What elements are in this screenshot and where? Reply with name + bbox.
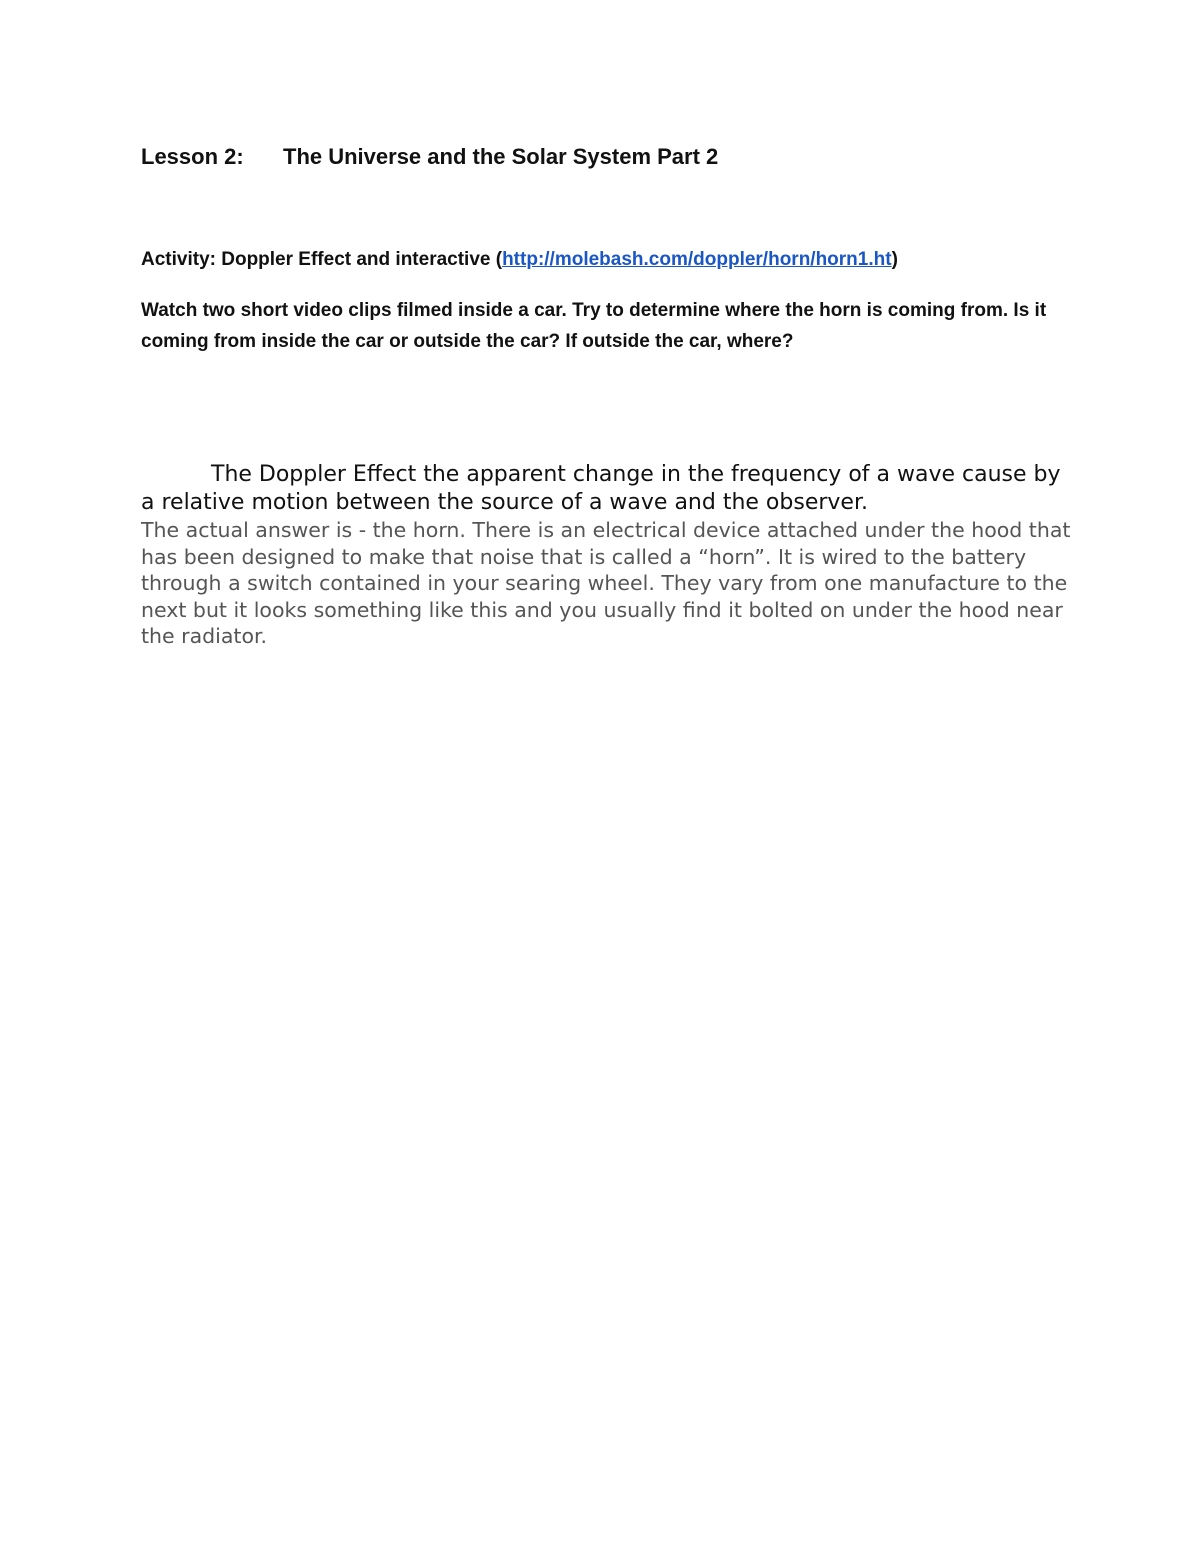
activity-suffix: ) [891,249,898,270]
instructions-paragraph: Watch two short video clips filmed inside a car. Try to determine where the horn is coming from. Is it coming from inside the car or outside the car? If outside the car, where? [141,300,1047,352]
definition-end: . [860,490,868,515]
activity-line [141,249,898,271]
lesson-heading [141,144,718,170]
definition-text: The Doppler Effect the apparent change in the frequency of a wave cause by a relative motion between the source of a wave and the observer [141,462,1061,515]
answer-paragraph: The actual answer is - the horn. There is an electrical device attached under the hood that has been designed to make that noise that is called a “horn”. It is wired to the battery through a switch contained in your searing wheel. They vary from one manufacture to the next but it looks something like this and you usually find it bolted on under the hood near the radiator. [141,518,1071,648]
doppler-definition [141,461,1061,517]
activity-prefix: Activity: Doppler Effect and interactive ( [141,249,503,270]
lesson-title: The Universe and the Solar System Part 2 [283,144,719,169]
lesson-number: Lesson 2: [141,144,244,169]
doppler-horn-link[interactable]: http://molebash.com/doppler/horn/horn1.ht [502,249,892,270]
